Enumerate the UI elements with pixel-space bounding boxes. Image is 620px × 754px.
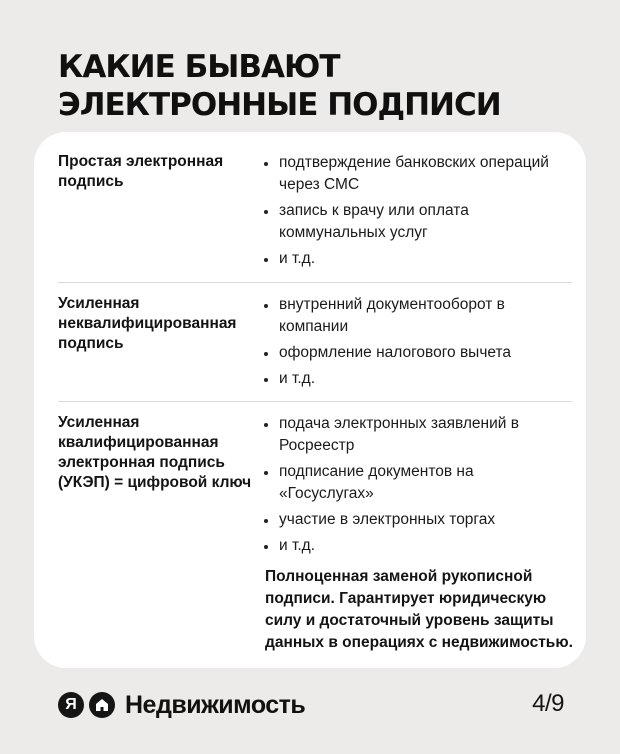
logo-letter: Я bbox=[65, 696, 77, 713]
list-item: оформление налогового вычета bbox=[262, 342, 572, 364]
title-line-1: КАКИЕ БЫВАЮТ bbox=[58, 49, 340, 85]
title-line-2: ЭЛЕКТРОННЫЕ ПОДПИСИ bbox=[58, 87, 501, 123]
bullet-list bbox=[262, 413, 572, 561]
bullet-list bbox=[262, 294, 572, 394]
list-item: подтверждение банковских операций через СМС bbox=[262, 152, 572, 196]
page-counter: 4/9 bbox=[532, 690, 564, 717]
row-title: Усиленная неквалифицированная подпись bbox=[58, 295, 237, 352]
brand-logo bbox=[58, 688, 305, 722]
list-item: и т.д. bbox=[262, 535, 572, 557]
list-item: и т.д. bbox=[262, 368, 572, 390]
list-item: внутренний документооборот в компании bbox=[262, 294, 572, 338]
house-icon bbox=[89, 692, 115, 718]
list-item: подача электронных заявлений в Росреестр bbox=[262, 413, 572, 457]
page-title bbox=[58, 48, 501, 124]
row-title: Усиленная квалифицированная электронная подпись (УКЭП) = цифровой ключ bbox=[58, 414, 252, 491]
row-divider bbox=[58, 282, 572, 283]
summary-note: Полноценная заменой рукописной подписи. Гарантирует юридическую силу и достаточный уровень защиты данных в операциях с недвижимостью. bbox=[265, 568, 573, 651]
yandex-logo-icon bbox=[58, 692, 84, 718]
bullet-list bbox=[262, 152, 572, 274]
list-item: участие в электронных торгах bbox=[262, 509, 572, 531]
list-item: подписание документов на «Госуслугах» bbox=[262, 461, 572, 505]
row-title: Простая электронная подпись bbox=[58, 153, 224, 190]
list-item: запись к врачу или оплата коммунальных услуг bbox=[262, 200, 572, 244]
brand-name: Недвижимость bbox=[125, 690, 306, 719]
row-divider bbox=[58, 401, 572, 402]
list-item: и т.д. bbox=[262, 248, 572, 270]
